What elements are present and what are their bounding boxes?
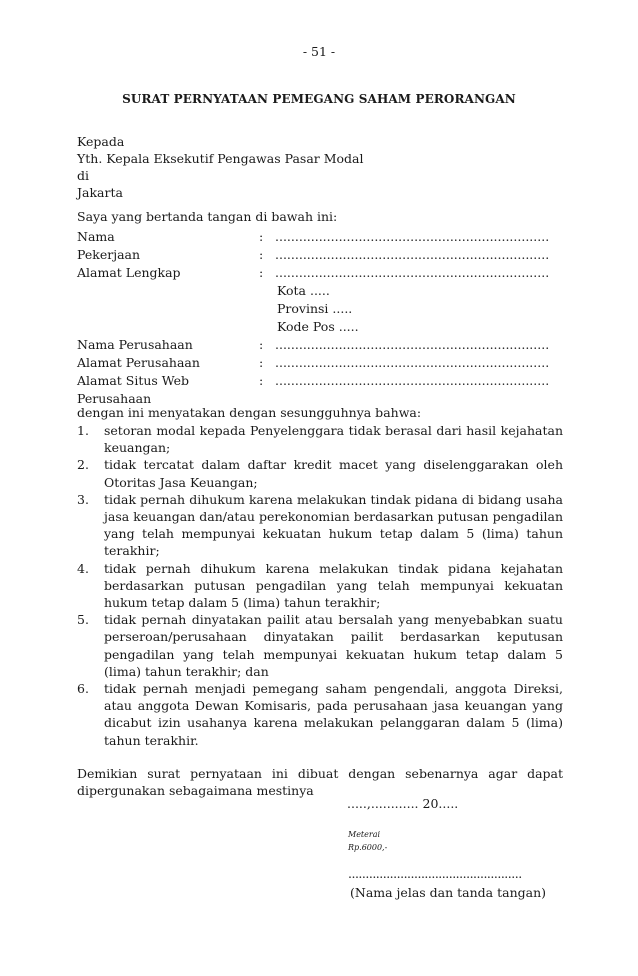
list-number: 2.	[77, 457, 89, 473]
intro-text: Saya yang bertanda tangan di bawah ini:	[77, 209, 338, 224]
meterai-amount: Rp.6000,-	[348, 843, 388, 852]
list-item	[77, 422, 563, 456]
list-item	[77, 611, 563, 680]
list-item	[77, 491, 563, 560]
field-blank: .....................................................................	[275, 337, 550, 352]
field-blank: Provinsi .....	[277, 301, 353, 316]
closing-paragraph: Demikian surat pernyataan ini dibuat dengan sebenarnya agar dapat dipergunakan sebagaimana mestinya	[77, 766, 563, 798]
identity-fields	[77, 228, 567, 408]
addressee-block	[77, 133, 364, 201]
field-label: Pekerjaan	[77, 247, 141, 262]
field-blank: .....................................................................	[275, 265, 550, 280]
list-number: 4.	[77, 560, 89, 576]
field-row-kota	[77, 282, 567, 300]
declaration-intro: dengan ini menyatakan dengan sesungguhnya bahwa:	[77, 405, 422, 420]
field-colon: :	[259, 355, 264, 370]
list-text: tidak pernah dihukum karena melakukan tindak pidana kejahatan berdasarkan putusan pengadilan yang telah mempunyai kekuatan hukum tetap dalam 5 (lima) tahun terakhir;	[104, 560, 563, 611]
list-number: 3.	[77, 491, 89, 507]
addressee-line: di	[77, 168, 89, 183]
list-number: 5.	[77, 612, 89, 628]
field-row-nama-perusahaan	[77, 336, 567, 354]
page-number: - 51 -	[302, 44, 336, 59]
field-label: Alamat Perusahaan	[77, 355, 200, 370]
addressee-line: Kepada	[77, 134, 125, 149]
field-label: Alamat Lengkap	[77, 265, 181, 280]
field-label: Perusahaan	[77, 391, 152, 406]
list-text: setoran modal kepada Penyelenggara tidak berasal dari hasil kejahatan keuangan;	[104, 423, 563, 456]
field-row-provinsi	[77, 300, 567, 318]
field-row-alamat-situs-web	[77, 372, 567, 390]
list-text: tidak pernah dinyatakan pailit atau bersalah yang menyebabkan suatu perseroan/perusahaan dinyatakan pailit berdasarkan keputusan pengadilan yang telah mempunyai kekuatan hukum tetap dalam 5 (lima) tahun terakhir; dan	[104, 612, 563, 679]
field-row-alamat-perusahaan	[77, 354, 567, 372]
field-row-alamat-lengkap	[77, 264, 567, 282]
field-blank: .....................................................................	[275, 373, 550, 388]
addressee-line: Jakarta	[77, 185, 123, 200]
field-colon: :	[259, 265, 264, 280]
field-blank: Kode Pos .....	[277, 319, 359, 334]
field-colon: :	[259, 337, 264, 352]
field-colon: :	[259, 229, 264, 244]
list-number: 1.	[77, 423, 89, 438]
date-line: .....,............ 20.....	[347, 796, 459, 811]
field-row-pekerjaan	[77, 246, 567, 264]
field-blank: Kota .....	[277, 283, 330, 298]
meterai-label: Meterai	[348, 830, 381, 839]
field-blank: .....................................................................	[275, 355, 550, 370]
list-text: tidak pernah menjadi pemegang saham pengendali, anggota Direksi, atau anggota Dewan Komisaris, pada perusahaan jasa keuangan yang dicabut izin usahanya karena melakukan pelanggaran dalam 5 (lima) tahun terakhir.	[104, 681, 563, 748]
meterai-stamp-area	[348, 828, 387, 854]
field-colon: :	[259, 373, 264, 388]
list-item	[77, 680, 563, 749]
field-label: Alamat Situs Web	[77, 373, 190, 388]
list-number: 6.	[77, 681, 89, 697]
field-label: Nama Perusahaan	[77, 337, 193, 352]
statement-list	[77, 422, 563, 749]
list-text: tidak tercatat dalam daftar kredit macet yang diselenggarakan oleh Otoritas Jasa Keuangan;	[104, 457, 563, 490]
field-row-nama	[77, 228, 567, 246]
field-row-kode-pos	[77, 318, 567, 336]
addressee-line: Yth. Kepala Eksekutif Pengawas Pasar Modal	[77, 151, 364, 166]
list-text: tidak pernah dihukum karena melakukan tindak pidana di bidang usaha jasa keuangan dan/atau perekonomian berdasarkan putusan pengadilan yang telah mempunyai kekuatan hukum tetap dalam 5 (lima) tahun terakhir;	[104, 491, 563, 559]
field-label: Nama	[77, 229, 115, 244]
field-blank: .....................................................................	[275, 229, 550, 244]
signature-line: ..................................................	[348, 866, 522, 881]
field-colon: :	[259, 247, 264, 262]
field-blank: .....................................................................	[275, 247, 550, 262]
list-item	[77, 560, 563, 612]
signature-caption: (Nama jelas dan tanda tangan)	[350, 885, 546, 900]
document-title: SURAT PERNYATAAN PEMEGANG SAHAM PERORANGAN	[122, 92, 516, 106]
list-item	[77, 456, 563, 490]
